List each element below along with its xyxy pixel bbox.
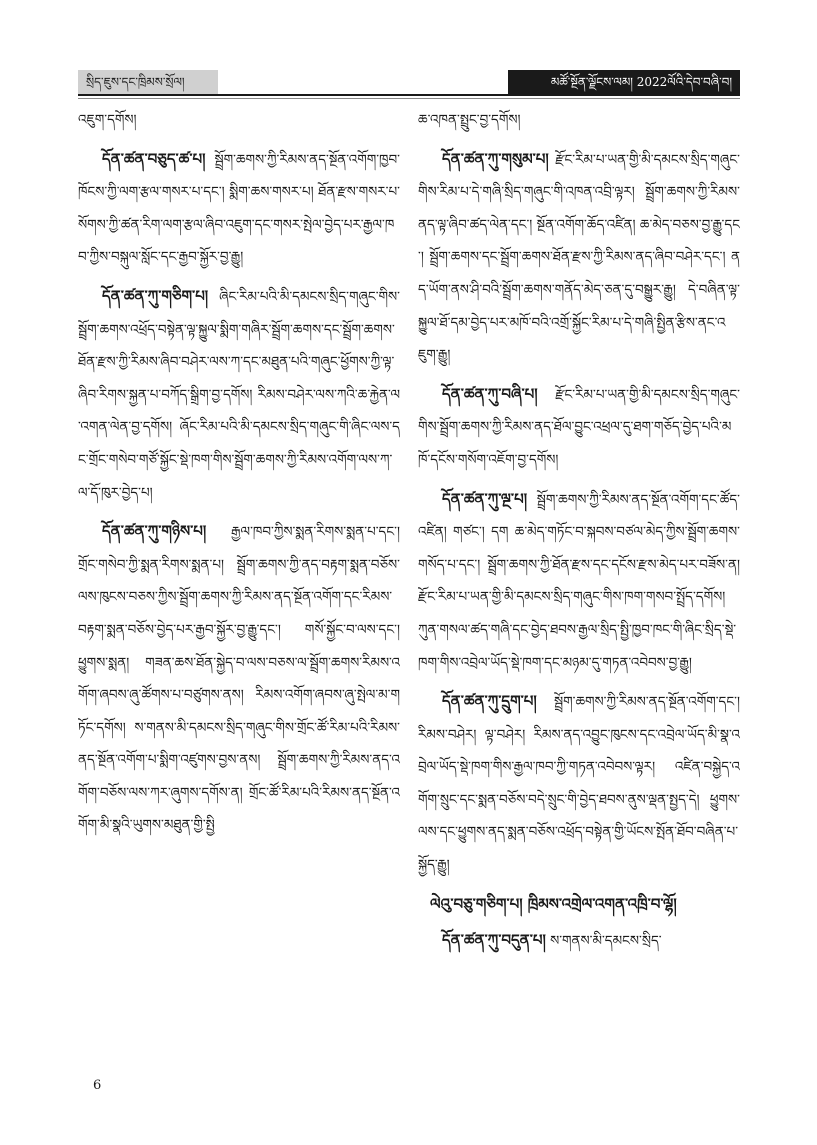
article-text: སྦྲོག་ཆགས་ཀྱི་རིམས་ནད་སྔོན་འགོག་ཁྱབ་ཁོངས་ཀྱི་ལག་རྩལ་གསར་པ་དང་། སྨིག་ཆས་གསར་པ། ཐོན་རྫས་གསར་པ་སོགས་ཀྱི་ཚན་རིག་ལག་རྩལ་ཞིབ་འཇུག་དང་གསར་སྤེལ་བྱེད་པར་རྒྱལ་ཁབ་ཀྱིས་བསྐུལ་སློང་དང་རྒྱབ་སྐྱོར་བྱ་རྒྱུ། [78,151,400,266]
continued-paragraph [78,104,400,137]
article-paragraph [418,378,740,477]
article-number: དོན་ཚན་ཀུ་གསུམ་པ། [442,149,549,168]
article-number: དོན་ཚན་ཀུ་བཞི་པ། [442,384,538,403]
article-paragraph [78,143,400,274]
article-text: རྒྱལ་ཁབ་ཀྱིས་སྨན་རིགས་སྨན་པ་དང་། གྲོང་གསེབ་ཀྱི་སྨན་རིགས་སྨན་པ། སྦྲོག་ཆགས་ཀྱི་ནད་བརྟག་སྨན་བཅོས་ལས་ཁུངས་བཅས་ཀྱིས་སྦྲོག་ཆགས་ཀྱི་རིམས་ནད་སྔོན་འགོག་དང་རིམས་བརྟག་སྨན་བཅོས་བྱེད་པར་རྒྱབ་སྐྱོར་བྱ་རྒྱུ་དང་། གསོ་སྐྱོང་བ་ལས་དང་། ཕྱུགས་སྨན། གཟན་ཆས་ཐོན་སྐྱེད་བ་ལས་བཅས་ལ་སྦྲོག་ཆགས་རིམས་འགོག་ཞབས་ཞུ་ཚོགས་པ་བཙུགས་ནས། རིམས་འགོག་ཞབས་ཞུ་སྤེལ་མ་གཏོང་དགོས། ས་གནས་མི་དམངས་སྲིད་གཞུང་གིས་གྲོང་ཚོ་རིམ་པའི་རིམས་ནད་སྔོན་འགོག་པ་སྨིག་འཛུགས་བྱས་ནས། སྦྲོག་ཆགས་ཀྱི་རིམས་ནད་འགོག་བཅོས་ལས་ཀར་ཞུགས་དགོས་ན། གྲོང་ཚོ་རིམ་པའི་རིམས་ནད་སྔོན་འགོག་མི་སྣའི་ཡུགས་མཐུན་གྱི་སྤྱི [78,524,400,834]
article-number: དོན་ཚན་ཀུ་བདུན་པ། [442,930,546,949]
chapter-heading: ལེའུ་བཅུ་གཅིག་པ། ཁྲིམས་འགྲེལ་འགན་འཁྲི་བ་ལྷོ། [430,894,677,913]
article-paragraph [418,685,740,882]
header-rule [78,94,740,96]
journal-issue-header: མཚོ་སྔོན་ལྗོངས་ལམ། 2022ལོའི་དེབ་བཞི་བ། [508,70,740,94]
header-rule-thin [78,98,740,99]
article-number: དོན་ཚན་བཅུད་ཚ་པ། [102,149,206,168]
article-text: ཆ་འཁན་སྤྲུང་བྱ་དགོས། [418,112,521,128]
article-paragraph [418,143,740,372]
continued-paragraph [418,104,740,137]
left-column [78,104,400,1054]
article-text: སྦྲོག་ཆགས་ཀྱི་རིམས་ནད་སྔོན་འགོག་དང་། རིམས་བཤེར། ལྟ་བཤེར། རིམས་ནད་འབྱུང་ཁུངས་དང་འབྲེལ་ཡོད་མི་སྣ་འབྲེལ་ཡོད་སྡེ་ཁག་གིས་རྒྱལ་ཁབ་ཀྱི་གཏན་འབེབས་ལྟར། འཛིན་བསྐྱེད་འགོག་སྲུང་དང་སྨན་བཅོས་བདེ་སྲུང་གི་བྱེད་ཐབས་ནུས་ལྡན་སྤྱད་དེ། ཕྱུགས་ལས་དང་ཕྱུགས་ནད་སྨན་བཅོས་འཕྲོད་བསྟེན་གྱི་ཡོངས་སྤོན་ཐོབ་བཞིན་པ་སྐྱོད་རྒྱུ། [418,694,740,874]
article-number: དོན་ཚན་ཀུ་ལྔ་པ། [442,489,528,508]
section-header-left: སྲིད་ཇུས་དང་ཁྲིམས་སྲོལ། [78,70,218,94]
article-text: རྫོང་རིམ་པ་ཡན་གྱི་མི་དམངས་སྲིད་གཞུང་གིས་རིམ་པ་དེ་གཞི་སྲིད་གཞུང་གི་འཁན་འབྲི་ལྟར། སྦྲོག་ཆགས་ཀྱི་རིམས་ནད་ལྟ་ཞིབ་ཚད་ལེན་དང་། སྔོན་འགོག་ཆོད་འཛིན། ཆ་མེད་བཅས་བྱ་རྒྱུ་དང་། སྦྲོག་ཆགས་དང་སྦྲོག་ཆགས་ཐོན་རྫས་ཀྱི་རིམས་ནད་ཞིབ་བཤེར་དང་། ནད་ཡོག་ནས་ཤི་བའི་སྦྲོག་ཆགས་གནོད་མེད་ཅན་དུ་བསྒྱུར་རྒྱུ། དེ་བཞིན་ལྟ་སྐྱུལ་ཐོ་དམ་བྱེད་པར་མཁོ་བའི་འགྲོ་སྐྱོང་རིམ་པ་དེ་གཞི་སྤྱིན་རྩིས་ནང་འཇུག་རྒྱུ། [418,151,740,364]
article-number: དོན་ཚན་ཀུ་གཉིས་པ། [102,522,207,541]
article-text: རྫོང་རིམ་པ་ཡན་གྱི་མི་དམངས་སྲིད་གཞུང་གིས་སྦྲོག་ཆགས་ཀྱི་རིམས་ནད་ཐོལ་བྱུང་འཕྲལ་དུ་ཐག་གཅོད་བྱེད་པའི་མཁོ་དངོས་གསོག་འཇོག་བྱ་དགོས། [418,386,740,468]
article-text: ས་གནས་མི་དམངས་སྲིད་ [545,932,662,949]
page-number: 6 [93,1078,102,1093]
article-text: སྦྲོག་ཆགས་ཀྱི་རིམས་ནད་སྔོན་འགོག་དང་ཚོད་འཛིན། གཙང་། དག ཆ་མེད་གཏོང་བ་སྐབས་བཙལ་མེད་ཀྱིས་སྦྲོག་ཆགས་གསོད་པ་དང་། སྦྲོག་ཆགས་ཀྱི་ཐོན་རྫས་དང་དངོས་རྫས་མེད་པར་བཟོས་ན། རྫོང་རིམ་པ་ཡན་གྱི་མི་དམངས་སྲིད་གཞུང་གིས་ཁག་གསབ་སྤྲོད་དགོས། ཀུན་གསལ་ཚད་གཞི་དང་བྱེད་ཐབས་རྒྱལ་སྲིད་སྤྱི་ཁྱབ་ཁང་གི་ཞིང་སྲིད་སྡེ་ཁག་གིས་འབྲེལ་ཡོད་སྡེ་ཁག་དང་མཉམ་དུ་གཏན་འབེབས་བྱ་རྒྱུ། [418,491,740,671]
article-paragraph [78,280,400,509]
article-number: དོན་ཚན་ཀུ་དྲུག་པ། [442,692,537,711]
article-paragraph [418,483,740,680]
article-text: ཞིང་རིམ་པའི་མི་དམངས་སྲིད་གཞུང་གིས་སྦྲོག་ཆགས་འཕྲོད་བསྟེན་ལྟ་སྐྱུལ་སྨིག་གཞིར་སྦྲོག་ཆགས་དང་སྦྲོག་ཆགས་ཐོན་རྫས་ཀྱི་རིམས་ཞིབ་བཤེར་ལས་ཀ་དང་མཐུན་པའི་གཞུང་ཕྱོགས་ཀྱི་ལྟ་ཞིབ་རིགས་སྐྱན་པ་བཀོད་སྒྲིག་བྱ་དགོས། རིམས་བཤེར་ལས་ཀའི་ཆ་རྐྱེན་ལ་འགན་ལེན་བྱ་དགོས། ཞོང་རིམ་པའི་མི་དམངས་སྲིད་གཞུང་གི་ཞིང་ལས་དང་གྲོང་གསེབ་གཙོ་སྐྱོང་སྡེ་ཁག་གིས་སྦྲོག་ཆགས་ཀྱི་རིམས་འགོག་ལས་ཀ་ལ་དོ་ཁུར་བྱེད་པ། [78,288,400,501]
article-paragraph [78,515,400,842]
article-text: འཇུག་དགོས། [78,112,137,128]
right-column [418,104,740,1054]
article-number: དོན་ཚན་ཀུ་གཅིག་པ། [102,286,209,305]
article-paragraph [418,924,740,958]
